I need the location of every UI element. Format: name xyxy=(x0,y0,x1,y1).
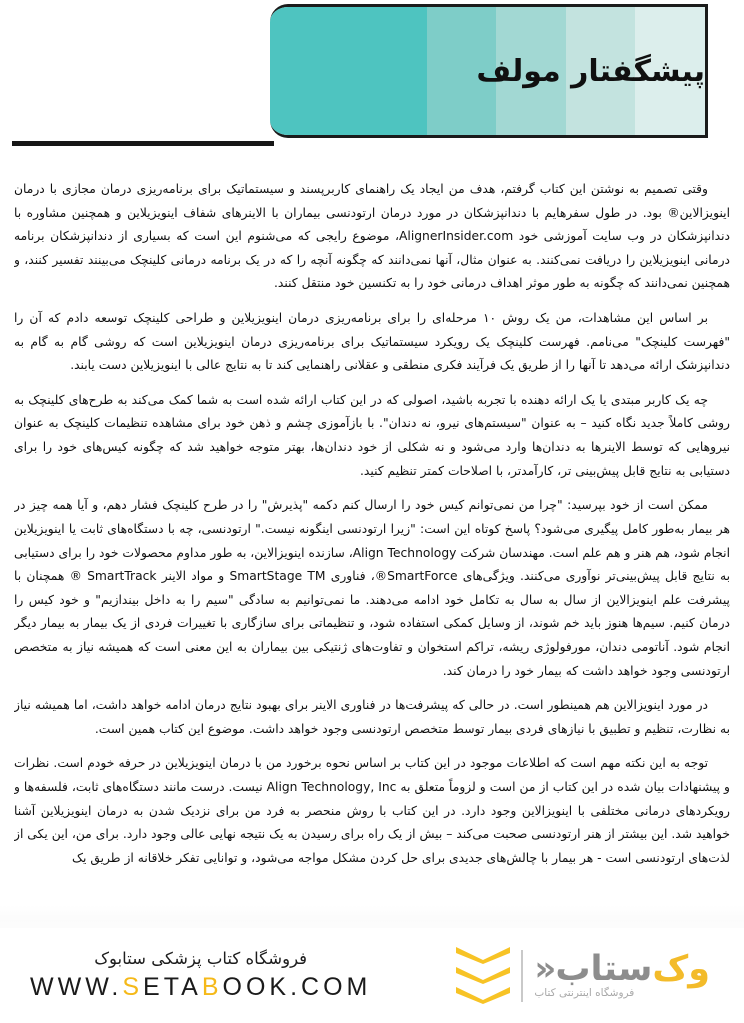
page-footer xyxy=(0,928,744,1023)
chapter-header-banner xyxy=(270,4,708,138)
setabook-logo[interactable] xyxy=(456,947,710,1004)
url-part-eta: ETA xyxy=(143,973,202,1001)
body-paragraph: چه یک کاربر مبتدی یا یک ارائه دهنده با تجربه باشید، اصولی که در این کتاب ارائه شده است به شما کمک می‌کند به طرح‌های کلینچک به روشی کاملاً جدید نگاه کنید – به عنوان "سیستم‌های نیرو، نه دندان". با بازآموزی چشم و ذهن خود برای مشاهده تنظیمات کلینچک به عنوان نیروهایی که توسط الاینرها به دندان‌ها وارد می‌شود و نه شکلی از خود دندان‌ها، بهتر متوجه خواهید شد که چگونه کیس‌های خود را برای دستیابی به نتایج قابل پیش‌بینی تر، کارآمدتر، با اصلاحات کمتر تنظیم کنید. xyxy=(14,392,730,478)
url-part-www: WWW. xyxy=(30,973,123,1001)
footer-store-info xyxy=(30,949,371,1002)
guillemet-icon: « xyxy=(534,948,556,989)
url-part-ook-com: OOK.COM xyxy=(222,973,372,1001)
footer-website-url[interactable] xyxy=(30,973,371,1002)
chevron-down-icon xyxy=(456,967,510,984)
chapter-title: پیشگفتار مولف xyxy=(476,53,705,89)
url-part-s: S xyxy=(122,973,144,1001)
footer-tagline: فروشگاه کتاب پزشکی ستابوک xyxy=(94,949,308,968)
chevron-down-icon xyxy=(456,947,510,964)
url-part-b: B xyxy=(201,973,223,1001)
chapter-body xyxy=(14,178,730,918)
body-paragraph: بر اساس این مشاهدات، من یک روش ۱۰ مرحله‌ای را برای برنامه‌ریزی درمان اینویزیلاین و طراحی کلینچک توسعه دادم که آن را "فهرست کلینچک" می‌نامم. فهرست کلینچک یک رویکرد سیستماتیک برای برنامه‌ریزی درمان اینویزیلاین است که روشی گام به گام به دندانپزشک ارائه می‌دهد تا آنها را از طریق یک فرآیند فکری منطقی و عقلانی راهنمایی کند تا به نتایج عالی با اینویزیلاین دست یابند. xyxy=(14,311,730,373)
wordmark-gray-segment: ستاب xyxy=(555,948,653,989)
wordmark-subtitle: فروشگاه اینترنتی کتاب xyxy=(534,986,635,999)
body-paragraph: توجه به این نکته مهم است که اطلاعات موجود در این کتاب بر اساس نحوه برخورد من با درمان اینویزیلاین در حرفه خودم است. نظرات و پیشنهادات بیان شده در این کتاب از من است و لزوماً متعلق به Align Technology, Inc نیست. درست مانند دستگاه‌های ثابت، فلسفه‌ها و رویکردهای درمانی مختلفی با اینویزالاین وجود دارد. در این کتاب با روش منحصر به فرد من برای نزدیک شدن به درمان اینویزیلاین آشنا خواهید شد. این بیشتر از هنر ارتودنسی صحبت می‌کند – بیش از یک راه برای رسیدن به یک نتیجه نهایی عالی وجود دارد. برای من، این یکی از لذت‌های ارتودنسی است - هر بیمار با چالش‌های جدیدی برای حل کردن مشکل مواجه می‌شود، و توانایی تفکر خلاقانه از طریق یک xyxy=(14,756,730,865)
body-paragraph: ممکن است از خود بپرسید: "چرا من نمی‌توانم کیس خود را ارسال کنم دکمه "پذیرش" را در طرح کلینچک فشار دهم، و آیا همه چیز در هر بیمار به‌طور کامل پیگیری می‌شود؟ پاسخ کوتاه این است: "زیرا ارتودنسی اینگونه نیست." ارتودنسی، چه با دستگاه‌های ثابت یا اینویزیلاین انجام شود، هم هنر و هم علم است. مهندسان شرکت Align Technology، سازنده اینویزالاین، به طور مداوم محصولات خود را برای دستیابی به نتایج قابل پیش‌بینی‌تر نوآوری می‌کنند. ویژگی‌های SmartForce®، فناوری SmartStage TM و مواد الاینر SmartTrack ® همچنان با پیشرفت علم اینویزالاین از سال به سال به تکامل خود ادامه می‌دهند. ما نمی‌توانیم به سادگی "سیم را به داخل بیندازیم" و خود کیس را درمان کنیم. سیم‌ها هنوز باید خم شوند، از وسایل کمکی استفاده شود، و تنظیماتی برای سازگاری با تغییرات فردی از یک بیمار به بیمار دیگر انجام شود. آناتومی دندان، مورفولوژی ریشه، تراکم استخوان و تفاوت‌های ژنتیکی بین بیماران به این معنی است که همیشه نیاز به متخصص ارتودنسی وجود خواهد داشت که بیمار خود را درمان کند. xyxy=(14,498,730,678)
setabook-wordmark xyxy=(534,948,710,1000)
chapter-header xyxy=(270,0,708,145)
chevron-stack-icon xyxy=(456,947,510,1004)
chevron-down-icon xyxy=(456,987,510,1004)
header-rule xyxy=(12,141,274,146)
body-paragraph: وقتی تصمیم به نوشتن این کتاب گرفتم، هدف من ایجاد یک راهنمای کاربرپسند و سیستماتیک برای برنامه‌ریزی درمان مجازی با درمان اینویزالاین® بود. در طول سفرهایم با دندانپزشکان در مورد درمان ارتودنسی بیماران با الاینرهای شفاف اینویزیلاین و همچنین مشاوره با دندانپزشکان در وب سایت آموزشی خود AlignerInsider.com، موضوع رایجی که می‌شنوم این است که بسیاری از دندانپزشکان برنامه درمانی اینویزیلاین را دریافت نمی‌کنند. به عنوان مثال، آنها نمی‌دانند که چگونه آنچه را که در یک برنامه درمانی کلینچک می‌بینند تفسیر کنند، و همچنین نمی‌دانند که چگونه به طور موثر اهداف درمانی خود را به تکنسین خود منتقل کنند. xyxy=(14,182,730,291)
wordmark-gold-segment: وک xyxy=(652,948,710,989)
logo-divider xyxy=(521,950,523,1002)
body-paragraph: در مورد اینویزالاین هم همینطور است. در حالی که پیشرفت‌ها در فناوری الاینر برای بهبود نتایج درمان ادامه خواهد داشت، اما همیشه نیاز به نظارت، تنظیم و تطبیق با نیازهای فردی بیمار توسط متخصص ارتودنسی وجود خواهد داشت. موضوع این کتاب همین است. xyxy=(14,698,730,736)
wordmark-text xyxy=(534,948,710,989)
